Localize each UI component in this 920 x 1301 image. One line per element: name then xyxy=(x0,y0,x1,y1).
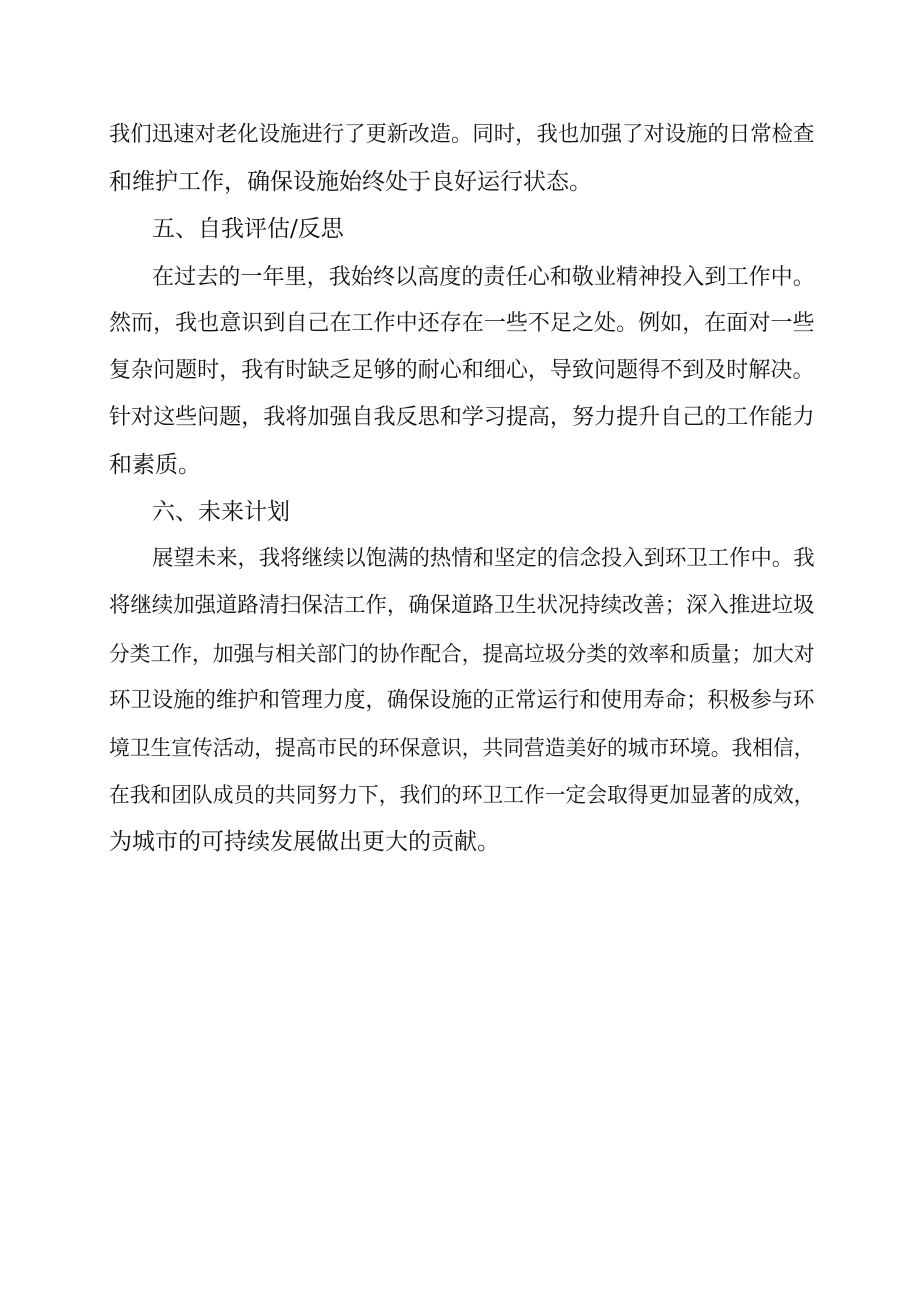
paragraph-line-9: 将继续加强道路清扫保洁工作，确保道路卫生状况持续改善；深入推进垃圾 xyxy=(109,593,815,618)
paragraph-line-1: 我们迅速对老化设施进行了更新改造。同时，我也加强了对设施的日常检查 xyxy=(109,122,815,147)
paragraph-line-13: 在我和团队成员的共同努力下，我们的环卫工作一定会取得更加显著的成效， xyxy=(109,783,815,807)
paragraph-line-2: 和维护工作，确保设施始终处于良好运行状态。 xyxy=(109,169,592,195)
section-heading-self-assessment: 五、自我评估/反思 xyxy=(152,216,344,242)
paragraph-line-12: 境卫生宣传活动，提高市民的环保意识，共同营造美好的城市环境。我相信， xyxy=(109,736,815,760)
paragraph-line-14: 为城市的可持续发展做出更大的贡献。 xyxy=(109,829,500,855)
paragraph-line-6: 针对这些问题，我将加强自我反思和学习提高，努力提升自己的工作能力 xyxy=(109,405,815,430)
section-heading-future-plan: 六、未来计划 xyxy=(152,499,290,525)
paragraph-line-5: 复杂问题时，我有时缺乏足够的耐心和细心，导致问题得不到及时解决。 xyxy=(109,358,815,383)
paragraph-line-4: 然而，我也意识到自己在工作中还存在一些不足之处。例如，在面对一些 xyxy=(109,311,815,336)
paragraph-line-11: 环卫设施的维护和管理力度，确保设施的正常运行和使用寿命；积极参与环 xyxy=(109,688,815,713)
paragraph-line-10: 分类工作，加强与相关部门的协作配合，提高垃圾分类的效率和质量；加大对 xyxy=(109,642,815,666)
paragraph-line-8: 展望未来，我将继续以饱满的热情和坚定的信念投入到环卫工作中。我 xyxy=(152,546,815,571)
paragraph-line-3: 在过去的一年里，我始终以高度的责任心和敬业精神投入到工作中。 xyxy=(152,264,815,290)
paragraph-line-7: 和素质。 xyxy=(109,452,201,478)
